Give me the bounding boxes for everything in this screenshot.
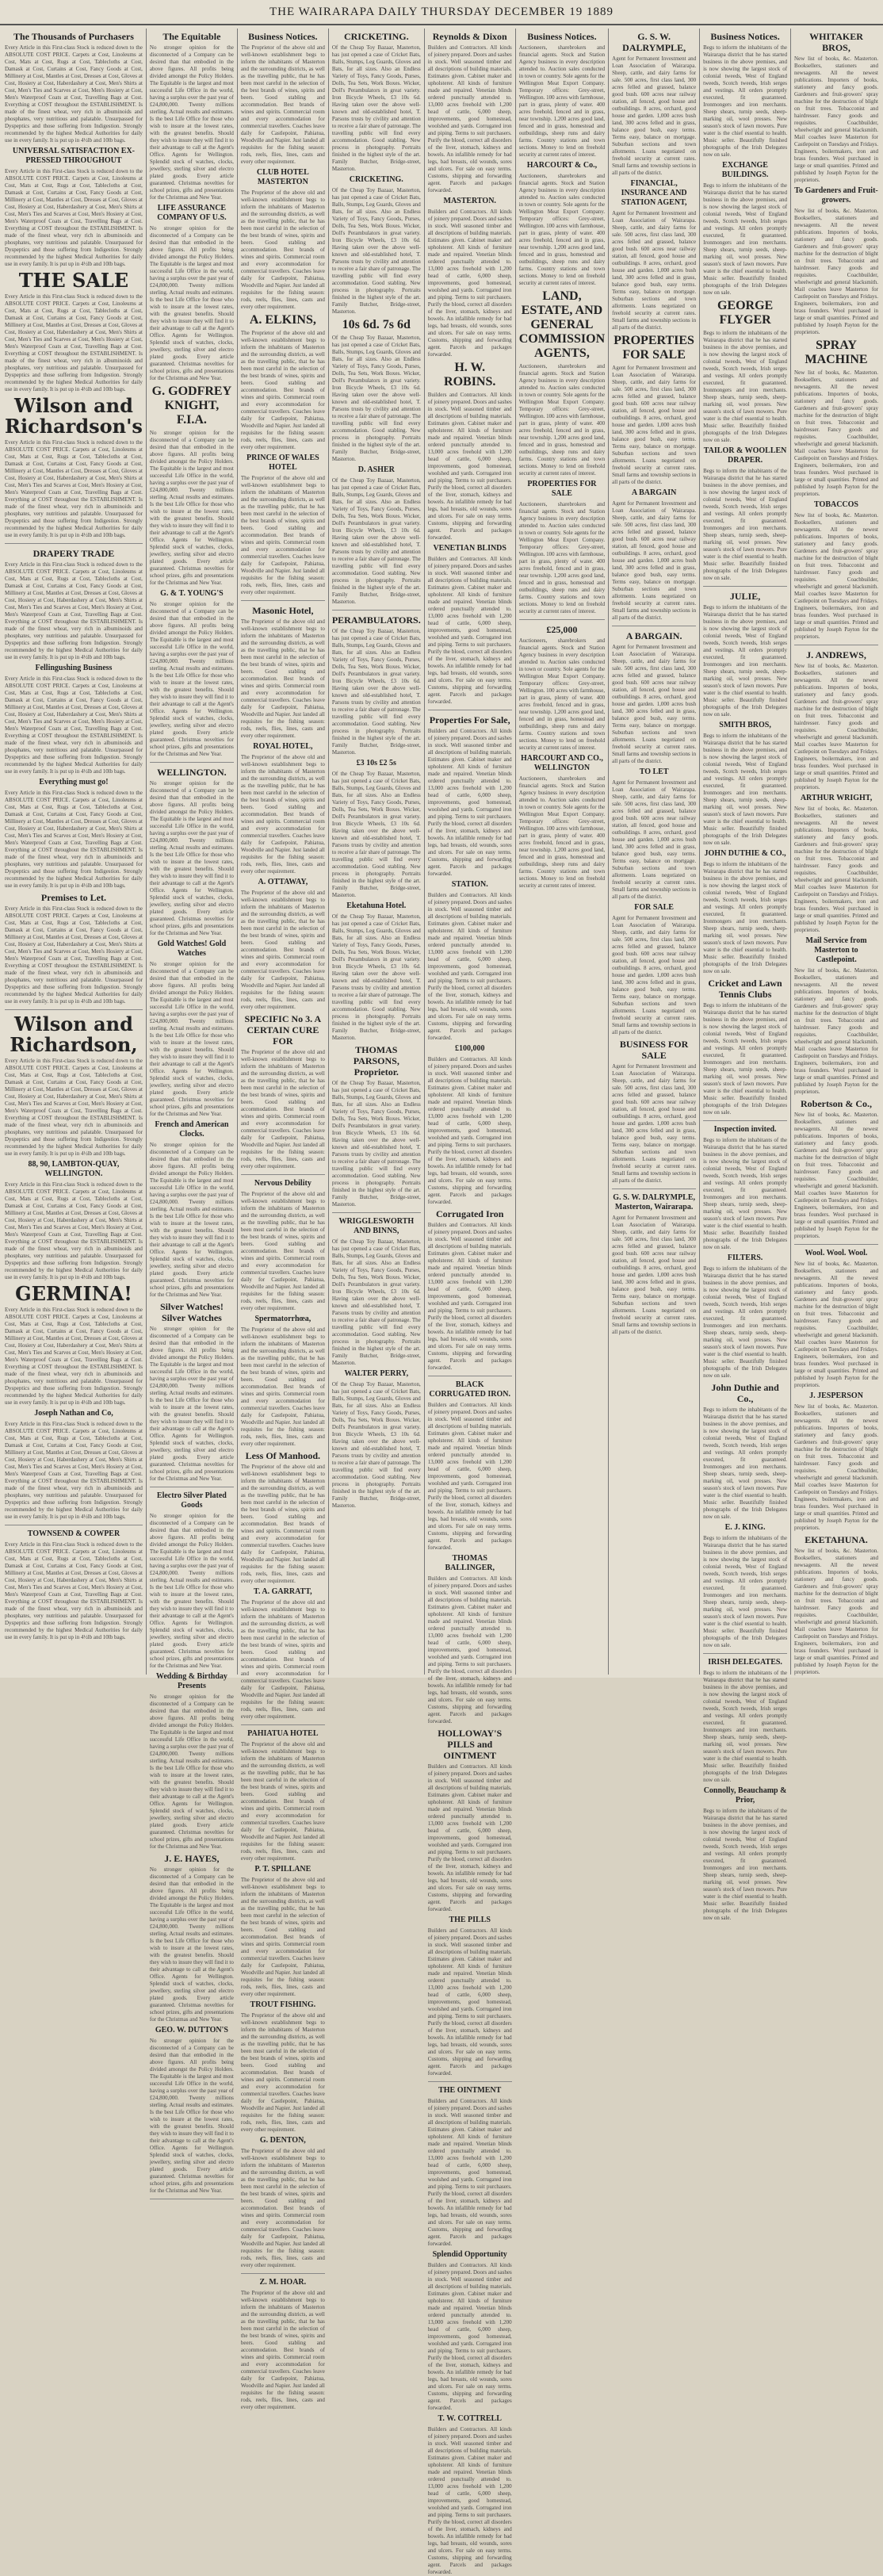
headline: WALTER PERRY, [344,1369,409,1378]
column-8 [700,29,791,1921]
advert-body: Auctioneers, sharebrokers and financial agents. Stock and Station Agency business in every description attended to. Auction sales conducted in town or country. Sole agents for the Wellington Meat Export Company. Temporary offices: Grey-street, Wellington. 100 acres with farmhouse, part in grass, plenty of water. 400 acres freehold, fenced and in grass, near township. 1,200 acres good land, fenced and in grass, homestead and outbuildings, sheep runs and dairy farms. Country stations and town sections. Money to lend on freehold security at current rates of interest. [518,775,606,889]
advert-body: Begs to inform the inhabitants of the Wairarapa district that he has started business in the above premises, and is now showing the largest stock of colonial tweeds, West of England tweeds, Scotch tweeds, Irish serges and vestings. All orders promptly executed, fit guaranteed. Ironmongers and iron merchants. Sheep shears, turnip seeds, sheep-marking oil, wool presses. New season's stock of lawn mowers. Pure water is the chief essential to health. Music seller. Beautifully finished photographs of the Irish Delegates now on sale. [703,861,788,974]
headline: G. S. W. DALRYMPLE, Masterton, Wairarapa. [613,1193,696,1211]
advert-body: New list of books, &c. Masterton. Booksellers, stationers and newsagents. All the newest publications. Importers of books, stationery and fancy goods. Gardeners and fruit-growers' spray machine for the destruction of blight on fruit trees. Tobacconist and hairdresser. Fancy goods and requisites. Coachbuilder, wheelwright and general blacksmith. Mail coaches leave Masterton for Castlepoint on Tuesdays and Fridays. Engineers, boilermakers, iron and brass founders. Wool purchased in large or small quantities. Printed and published by Joseph Payton for the proprietors. [794,1261,878,1388]
divider [428,2081,512,2082]
headline: WHITAKER BROS, [809,31,863,53]
advert-body: Builders and Contractors. All kinds of joinery prepared. Doors and sashes in stock. Well seasoned timber and all descriptions of building materials. Estimates given. Cabinet maker and upholsterer. All kinds of furniture made and repaired. Venetian blinds ordered punctually attended to. 13,000 acres freehold with 1,200 head of cattle, 6,000 sheep, improvements, good homestead, woolshed and yards. Corrugated iron and piping. Terms to suit purchasers. Purify the blood, correct all disorders of the liver, stomach, kidneys and bowels. An infallible remedy for bad legs, bad breasts, old wounds, sores and ulcers. For sale on easy terms. Customs, shipping and forwarding agent. Parcels and packages forwarded. [427,2262,512,2411]
headline: A BARGAIN. [625,630,682,641]
advert-body: New list of books, &c. Masterton. Booksellers, stationers and newsagents. All the newest publications. Importers of books, stationery and fancy goods. Gardeners and fruit-growers' spray machine for the destruction of blight on fruit trees. Tobacconist and hairdresser. Fancy goods and requisites. Coachbuilder, wheelwright and general blacksmith. Mail coaches leave Masterton for Castlepoint on Tuesdays and Fridays. Engineers, boilermakers, iron and brass founders. Wool purchased in large or small quantities. Printed and published by Joseph Payton for the proprietors. [794,1403,878,1531]
advert-body: Begs to inform the inhabitants of the Wairarapa district that he has started business in the above premises, and is now showing the largest stock of colonial tweeds, West of England tweeds, Scotch tweeds, Irish serges and vestings. All orders promptly executed, fit guaranteed. Ironmongers and iron merchants. Sheep shears, turnip seeds, sheep-marking oil, wool presses. New season's stock of lawn mowers. Pure water is the chief essential to health. Music seller. Beautifully finished photographs of the Irish Delegates now on sale. [703,44,788,158]
headline: Wedding & Birthday Presents [155,1672,227,1690]
headline: TOBACCOS [814,500,858,509]
headline: BLACK CORRUGATED IRON. [429,1380,511,1399]
headline: Fellingushing Business [35,664,113,672]
advert-body: The Proprietor of the above old and well-known establishment begs to inform the inhabitants of Masterton and the surrounding districts, as well as the travelling public, that he has been most careful in the selection of the best brands of wines, spirits and beers. Good stabling and accommodation. Best brands of wines and spirits. Commercial room and every accommodation for commercial travellers. Coaches leave daily for Castlepoint, Pahiatua, Woodville and Napier. Just landed all requisites for the fishing season: rods, reels, flies, lines, casts and every other requirement. [240,1741,325,1862]
headline: Splendid Opportunity [432,2250,507,2259]
advert-body: Every Article in this First-class Stock is reduced down to the ABSOLUTE COST PRICE. Carpets at Cost, Linoleums at Cost, Mats at Cost, Rugs at Cost, Tablecloths at Cost, Damask at Cost, Curtains at Cost, Fancy Goods at Cost, Millinery at Cost, Mantles at Cost, Dresses at Cost, Gloves at Cost, Hosiery at Cost, Haberdashery at Cost, Men's Shirts at Cost, Men's Ties and Scarves at Cost, Men's Hosiery at Cost, Men's Waterproof Coats at Cost, Travelling Bags at Cost. Everything at COST throughout the ESTABLISHMENT. Is made of the finest wheat, very rich in albuminoids and phosphates, very nutritious and palatable. Unsurpassed for Dyspeptics and those suffering from Indigestion. Strongly recommended by the highest Medical Authorities for daily use in every family. It is put up in 4½lb and 10lb bags. [5,293,143,392]
advert-body: Begs to inform the inhabitants of the Wairarapa district that he has started business in the above premises, and is now showing the largest stock of colonial tweeds, West of England tweeds, Scotch tweeds, Irish serges and vestings. All orders promptly executed, fit guaranteed. Ironmongers and iron merchants. Sheep shears, turnip seeds, sheep-marking oil, wool presses. New season's stock of lawn mowers. Pure water is the chief essential to health. Music seller. Beautifully finished photographs of the Irish Delegates now on sale. [703,1002,788,1116]
divider [241,2273,325,2274]
headline: LAND, ESTATE, AND GENERAL COMMISSION AGENTS, [518,289,606,360]
headline: E. J. KING. [724,1523,766,1532]
headline: G. DENTON, [259,2136,306,2145]
headline: John Duthie and Co., [711,1382,779,1404]
advert-body: New list of books, &c. Masterton. Booksellers, stationers and newsagents. All the newest publications. Importers of books, stationery and fancy goods. Gardeners and fruit-growers' spray machine for the destruction of blight on fruit trees. Tobacconist and hairdresser. Fancy goods and requisites. Coachbuilder, wheelwright and general blacksmith. Mail coaches leave Masterton for Castlepoint on Tuesdays and Fridays. Engineers, boilermakers, iron and brass founders. Wool purchased in large or small quantities. Printed and published by Joseph Payton for the proprietors. [794,967,878,1095]
advert-body: Begs to inform the inhabitants of the Wairarapa district that he has started business in the above premises, and is now showing the largest stock of colonial tweeds, West of England tweeds, Scotch tweeds, Irish serges and vestings. All orders promptly executed, fit guaranteed. Ironmongers and iron merchants. Sheep shears, turnip seeds, sheep-marking oil, wool presses. New season's stock of lawn mowers. Pure water is the chief essential to health. Music seller. Beautifully finished photographs of the Irish Delegates now on sale. [703,1265,788,1379]
advert-body: Auctioneers, sharebrokers and financial agents. Stock and Station Agency business in every description attended to. Auction sales conducted in town or country. Sole agents for the Wellington Meat Export Company. Temporary offices: Grey-street, Wellington. 100 acres with farmhouse, part in grass, plenty of water. 400 acres freehold, fenced and in grass, near township. 1,200 acres good land, fenced and in grass, homestead and outbuildings, sheep runs and dairy farms. Country stations and town sections. Money to lend on freehold security at current rates of interest. [518,501,606,614]
headline: IRISH DELEGATES. [708,1658,782,1667]
headline: CRICKETING. [343,31,409,42]
advert-body: Of the Cheap Toy Bazaar, Masterton, has just opened a case of Cricket Bats, Balls, Stumps, Leg Guards, Gloves and Bats, for all sizes. Also an Endless Variety of Toys, Fancy Goods, Purses, Dolls, Tea Sets, Work Boxes. Wicker, Doll's Perambulators in great variety. Iron Bicycle Wheels, £3 10s 6d. Having taken over the above well-known and old-established hotel, T. Parsons trusts by civility and attention to receive a fair share of patronage. The travelling public will find every accommodation. Good stabling. New process in photography. Portraits finished in the highest style of the art. Family Butcher, Bridge-street, Masterton. [331,335,421,462]
headline: A. ELKINS, [249,313,316,327]
advert-body: Every Article in this First-class Stock is reduced down to the ABSOLUTE COST PRICE. Carpets at Cost, Linoleums at Cost, Mats at Cost, Rugs at Cost, Tablecloths at Cost, Damask at Cost, Curtains at Cost, Fancy Goods at Cost, Millinery at Cost, Mantles at Cost, Dresses at Cost, Gloves at Cost, Hosiery at Cost, Haberdashery at Cost, Men's Shirts at Cost, Men's Ties and Scarves at Cost, Men's Hosiery at Cost, Men's Waterproof Coats at Cost, Travelling Bags at Cost. Everything at COST throughout the ESTABLISHMENT. Is made of the finest wheat, very rich in albuminoids and phosphates, very nutritious and palatable. Unsurpassed for Dyspeptics and those suffering from Indigestion. Strongly recommended by the highest Medical Authorities for daily use in every family. It is put up in 4½lb and 10lb bags. [5,676,143,775]
headline: Wilson and Richardson, [10,1012,138,1056]
headline: Eketahuna Hotel. [346,901,407,910]
advert-body: Agent for Permanent Investment and Loan Association of Wairarapa. Sheep, cattle, and dairy farms for sale. 500 acres, first class land, 300 acres felled and grassed, balance good bush. 600 acres near railway station, all fenced, good house and outbuildings. 8 acres, orchard, good house and garden. 1,000 acres bush land, 300 acres felled and in grass, balance good bush, easy terms. Terms easy, balance on mortgage. Suburban sections and town allotments. Loans negotiated on freehold security at current rates. Small farms and township sections in all parts of the district. [612,644,697,764]
advert-body: No stronger opinion for the disconnected of a Company can be desired than that embodied in the above figures. All profits being divided amongst the Policy Holders. The Equitable is the largest and most successful Life Office in the world, having a surplus over the past year of £24,800,000. Twenty millions sterling. Actual results and estimates. Is the best Life Office for those who wish to insure at the lowest rates, with the greatest benefits. Should they wish to insure they will find it to their advantage to call at the Agent's Office. Agents for Wellington. Splendid stock of watches, clocks, jewellery, sterling silver and electro plated goods. Every article guaranteed. Christmas novelties for school prizes, gifts and presentations for the Christmas and New Year. [149,2038,234,2194]
headline: To Gardeners and Fruit-growers. [794,186,878,205]
headline: Everything must go! [39,778,109,787]
headline: D. ASHER [357,465,395,474]
headline: £25,000 [546,624,578,635]
advert-body: The Proprietor of the above old and well-known establishment begs to inform the inhabitants of Masterton and the surrounding districts, as well as the travelling public, that he has been most careful in the selection of the best brands of wines, spirits and beers. Good stabling and accommodation. Best brands of wines and spirits. Commercial room and every accommodation for commercial travellers. Coaches leave daily for Castlepoint, Pahiatua, Woodville and Napier. Just landed all requisites for the fishing season: rods, reels, flies, lines, casts and every other requirement. [240,1191,325,1311]
advert-body: The Proprietor of the above old and well-known establishment begs to inform the inhabitants of Masterton and the surrounding districts, as well as the travelling public, that he has been most careful in the selection of the best brands of wines, spirits and beers. Good stabling and accommodation. Best brands of wines and spirits. Commercial room and every accommodation for commercial travellers. Coaches leave daily for Castlepoint, Pahiatua, Woodville and Napier. Just landed all requisites for the fishing season: rods, reels, flies, lines, casts and every other requirement. [240,1599,325,1720]
headline: J. ANDREWS, [806,649,866,660]
advert-body: Every Article in this First-class Stock is reduced down to the ABSOLUTE COST PRICE. Carpets at Cost, Linoleums at Cost, Mats at Cost, Rugs at Cost, Tablecloths at Cost, Damask at Cost, Curtains at Cost, Fancy Goods at Cost, Millinery at Cost, Mantles at Cost, Dresses at Cost, Gloves at Cost, Hosiery at Cost, Haberdashery at Cost, Men's Shirts at Cost, Men's Ties and Scarves at Cost, Men's Hosiery at Cost, Men's Waterproof Coats at Cost, Travelling Bags at Cost. Everything at COST throughout the ESTABLISHMENT. Is made of the finest wheat, very rich in albuminoids and phosphates, very nutritious and palatable. Unsurpassed for Dyspeptics and those suffering from Indigestion. Strongly recommended by the highest Medical Authorities for daily use in every family. It is put up in 4½lb and 10lb bags. [5,1058,143,1157]
advert-body: Begs to inform the inhabitants of the Wairarapa district that he has started business in the above premises, and is now showing the largest stock of colonial tweeds, West of England tweeds, Scotch tweeds, Irish serges and vestings. All orders promptly executed, fit guaranteed. Ironmongers and iron merchants. Sheep shears, turnip seeds, sheep-marking oil, wool presses. New season's stock of lawn mowers. Pure water is the chief essential to health. Music seller. Beautifully finished photographs of the Irish Delegates now on sale. [703,182,788,296]
advert-body: No stronger opinion for the disconnected of a Company can be desired than that embodied in the above figures. All profits being divided amongst the Policy Holders. The Equitable is the largest and most successful Life Office in the world, having a surplus over the past year of £24,800,000. Twenty millions sterling. Actual results and estimates. Is the best Life Office for those who wish to insure at the lowest rates, with the greatest benefits. Should they wish to insure they will find it to their advantage to call at the Agent's Office. Agents for Wellington. Splendid stock of watches, clocks, jewellery, sterling silver and electro plated goods. Every article guaranteed. Christmas novelties for school prizes, gifts and presentations for the Christmas and New Year. [149,44,234,201]
headline: THE SALE [18,269,129,292]
headline: TAILOR & WOOLLEN DRAPER. [703,446,787,465]
advert-body: New list of books, &c. Masterton. Booksellers, stationers and newsagents. All the newest publications. Importers of books, stationery and fancy goods. Gardeners and fruit-growers' spray machine for the destruction of blight on fruit trees. Tobacconist and hairdresser. Fancy goods and requisites. Coachbuilder, wheelwright and general blacksmith. Mail coaches leave Masterton for Castlepoint on Tuesdays and Fridays. Engineers, boilermakers, iron and brass founders. Wool purchased in large or small quantities. Printed and published by Joseph Payton for the proprietors. [794,806,878,933]
advert-body: Agent for Permanent Investment and Loan Association of Wairarapa. Sheep, cattle, and dairy farms for sale. 500 acres, first class land, 300 acres felled and grassed, balance good bush. 600 acres near railway station, all fenced, good house and outbuildings. 8 acres, orchard, good house and garden. 1,000 acres bush land, 300 acres felled and in grass, balance good bush, easy terms. Terms easy, balance on mortgage. Suburban sections and town allotments. Loans negotiated on freehold security at current rates. Small farms and township sections in all parts of the district. [612,1063,697,1184]
headline: SMITH BROS, [719,721,771,729]
headline: GEO. W. DUTTON'S [155,2026,228,2034]
advert-body: The Proprietor of the above old and well-known establishment begs to inform the inhabitants of Masterton and the surrounding districts, as well as the travelling public, that he has been most careful in the selection of the best brands of wines, spirits and beers. Good stabling and accommodation. Best brands of wines and spirits. Commercial room and every accommodation for commercial travellers. Coaches leave daily for Castlepoint, Pahiatua, Woodville and Napier. Just landed all requisites for the fishing season: rods, reels, flies, lines, casts and every other requirement. [240,1326,325,1447]
advert-body: Builders and Contractors. All kinds of joinery prepared. Doors and sashes in stock. Well seasoned timber and all descriptions of building materials. Estimates given. Cabinet maker and upholsterer. All kinds of furniture made and repaired. Venetian blinds ordered punctually attended to. 13,000 acres freehold with 1,200 head of cattle, 6,000 sheep, improvements, good homestead, woolshed and yards. Corrugated iron and piping. Terms to suit purchasers. Purify the blood, correct all disorders of the liver, stomach, kidneys and bowels. An infallible remedy for bad legs, bad breasts, old wounds, sores and ulcers. For sale on easy terms. Customs, shipping and forwarding agent. Parcels and packages forwarded. [427,44,512,193]
headline: HOLLOWAY'S PILLS and OINTMENT [438,1728,503,1761]
headline: Masonic Hotel, [252,605,314,616]
advert-body: Every Article in this First-class Stock is reduced down to the ABSOLUTE COST PRICE. Carpets at Cost, Linoleums at Cost, Mats at Cost, Rugs at Cost, Tablecloths at Cost, Damask at Cost, Curtains at Cost, Fancy Goods at Cost, Millinery at Cost, Mantles at Cost, Dresses at Cost, Gloves at Cost, Hosiery at Cost, Haberdashery at Cost, Men's Shirts at Cost, Men's Ties and Scarves at Cost, Men's Hosiery at Cost, Men's Waterproof Coats at Cost, Travelling Bags at Cost. Everything at COST throughout the ESTABLISHMENT. Is made of the finest wheat, very rich in albuminoids and phosphates, very nutritious and palatable. Unsurpassed for Dyspeptics and those suffering from Indigestion. Strongly recommended by the highest Medical Authorities for daily use in every family. It is put up in 4½lb and 10lb bags. [5,1541,143,1640]
advert-body: Of the Cheap Toy Bazaar, Masterton, has just opened a case of Cricket Bats, Balls, Stumps, Leg Guards, Gloves and Bats, for all sizes. Also an Endless Variety of Toys, Fancy Goods, Purses, Dolls, Tea Sets, Work Boxes. Wicker, Doll's Perambulators in great variety. Iron Bicycle Wheels, £3 10s 6d. Having taken over the above well-known and old-established hotel, T. Parsons trusts by civility and attention to receive a fair share of patronage. The travelling public will find every accommodation. Good stabling. New process in photography. Portraits finished in the highest style of the art. Family Butcher, Bridge-street, Masterton. [331,1080,421,1208]
divider [332,610,421,611]
advert-body: Auctioneers, sharebrokers and financial agents. Stock and Station Agency business in every description attended to. Auction sales conducted in town or country. Sole agents for the Wellington Meat Export Company. Temporary offices: Grey-street, Wellington. 100 acres with farmhouse, part in grass, plenty of water. 400 acres freehold, fenced and in grass, near township. 1,200 acres good land, fenced and in grass, homestead and outbuildings, sheep runs and dairy farms. Country stations and town sections. Money to lend on freehold security at current rates of interest. [518,44,606,158]
divider [794,1244,878,1245]
divider [150,762,234,763]
advert-body: Agent for Permanent Investment and Loan Association of Wairarapa. Sheep, cattle, and dairy farms for sale. 500 acres, first class land, 300 acres felled and grassed, balance good bush. 600 acres near railway station, all fenced, good house and outbuildings. 8 acres, orchard, good house and garden. 1,000 acres bush land, 300 acres felled and in grass, balance good bush, easy terms. Terms easy, balance on mortgage. Suburban sections and town allotments. Loans negotiated on freehold security at current rates. Small farms and township sections in all parts of the district. [612,210,697,331]
column-6 [516,29,609,1675]
advert-body: Builders and Contractors. All kinds of joinery prepared. Doors and sashes in stock. Well seasoned timber and all descriptions of building materials. Estimates given. Cabinet maker and upholsterer. All kinds of furniture made and repaired. Venetian blinds ordered punctually attended to. 13,000 acres freehold with 1,200 head of cattle, 6,000 sheep, improvements, good homestead, woolshed and yards. Corrugated iron and piping. Terms to suit purchasers. Purify the blood, correct all disorders of the liver, stomach, kidneys and bowels. An infallible remedy for bad legs, bad breasts, old wounds, sores and ulcers. For sale on easy terms. Customs, shipping and forwarding agent. Parcels and packages forwarded. [427,1575,512,1724]
column-2 [147,29,238,2194]
advert-body: Agent for Permanent Investment and Loan Association of Wairarapa. Sheep, cattle, and dairy farms for sale. 500 acres, first class land, 300 acres felled and grassed, balance good bush. 600 acres near railway station, all fenced, good house and outbuildings. 8 acres, orchard, good house and garden. 1,000 acres bush land, 300 acres felled and in grass, balance good bush, easy terms. Terms easy, balance on mortgage. Suburban sections and town allotments. Loans negotiated on freehold security at current rates. Small farms and township sections in all parts of the district. [612,779,697,900]
advert-body: Every Article in this First-class Stock is reduced down to the ABSOLUTE COST PRICE. Carpets at Cost, Linoleums at Cost, Mats at Cost, Rugs at Cost, Tablecloths at Cost, Damask at Cost, Curtains at Cost, Fancy Goods at Cost, Millinery at Cost, Mantles at Cost, Dresses at Cost, Gloves at Cost, Hosiery at Cost, Haberdashery at Cost, Men's Shirts at Cost, Men's Ties and Scarves at Cost, Men's Hosiery at Cost, Men's Waterproof Coats at Cost, Travelling Bags at Cost. Everything at COST throughout the ESTABLISHMENT. Is made of the finest wheat, very rich in albuminoids and phosphates, very nutritious and palatable. Unsurpassed for Dyspeptics and those suffering from Indigestion. Strongly recommended by the highest Medical Authorities for daily use in every family. It is put up in 4½lb and 10lb bags. [5,168,143,267]
headline: G. & T. YOUNG'S [160,589,224,598]
advert-body: The Proprietor of the above old and well-known establishment begs to inform the inhabitants of Masterton and the surrounding districts, as well as the travelling public, that he has been most careful in the selection of the best brands of wines, spirits and beers. Good stabling and accommodation. Best brands of wines and spirits. Commercial room and every accommodation for commercial travellers. Coaches leave daily for Castlepoint, Pahiatua, Woodville and Napier. Just landed all requisites for the fishing season: rods, reels, flies, lines, casts and every other requirement. [240,189,325,310]
advert-body: Builders and Contractors. All kinds of joinery prepared. Doors and sashes in stock. Well seasoned timber and all descriptions of building materials. Estimates given. Cabinet maker and upholsterer. All kinds of furniture made and repaired. Venetian blinds ordered punctually attended to. 13,000 acres freehold with 1,200 head of cattle, 6,000 sheep, improvements, good homestead, woolshed and yards. Corrugated iron and piping. Terms to suit purchasers. Purify the blood, correct all disorders of the liver, stomach, kidneys and bowels. An infallible remedy for bad legs, bad breasts, old wounds, sores and ulcers. For sale on easy terms. Customs, shipping and forwarding agent. Parcels and packages forwarded. [427,1402,512,1551]
headline: G. S. W. DALRYMPLE, [622,31,686,53]
headline: Properties For Sale, [429,714,510,725]
headline: Robertson & Co., [801,1098,873,1109]
advert-body: No stronger opinion for the disconnected of a Company can be desired than that embodied in the above figures. All profits being divided amongst the Policy Holders. The Equitable is the largest and most successful Life Office in the world, having a surplus over the past year of £24,800,000. Twenty millions sterling. Actual results and estimates. Is the best Life Office for those who wish to insure at the lowest rates, with the greatest benefits. Should they wish to insure they will find it to their advantage to call at the Agent's Office. Agents for Wellington. Splendid stock of watches, clocks, jewellery, sterling silver and electro plated goods. Every article guaranteed. Christmas novelties for school prizes, gifts and presentations for the Christmas and New Year. [149,1866,234,2023]
headline: MASTERTON. [443,197,496,205]
advert-body: Of the Cheap Toy Bazaar, Masterton, has just opened a case of Cricket Bats, Balls, Stumps, Leg Guards, Gloves and Bats, for all sizes. Also an Endless Variety of Toys, Fancy Goods, Purses, Dolls, Tea Sets, Work Boxes. Wicker, Doll's Perambulators in great variety. Iron Bicycle Wheels, £3 10s 6d. Having taken over the above well-known and old-established hotel, T. Parsons trusts by civility and attention to receive a fair share of patronage. The travelling public will find every accommodation. Good stabling. New process in photography. Portraits finished in the highest style of the art. Family Butcher, Bridge-street, Masterton. [331,771,421,898]
headline: PAHIATUA HOTEL [247,1729,319,1738]
headline: Joseph Nathan and Co, [34,1409,113,1418]
advert-body: New list of books, &c. Masterton. Booksellers, stationers and newsagents. All the newest publications. Importers of books, stationery and fancy goods. Gardeners and fruit-growers' spray machine for the destruction of blight on fruit trees. Tobacconist and hairdresser. Fancy goods and requisites. Coachbuilder, wheelwright and general blacksmith. Mail coaches leave Masterton for Castlepoint on Tuesdays and Fridays. Engineers, boilermakers, iron and brass founders. Wool purchased in large or small quantities. Printed and published by Joseph Payton for the proprietors. [794,1548,878,1675]
divider [519,619,605,620]
masthead: THE WAIRARAPA DAILY THURSDAY DECEMBER 19 1889 [0,0,883,25]
headline: TO LET [639,767,669,776]
headline: Connolly, Beauchamp & Prior, [703,1786,787,1805]
headline: JOHN DUTHIE & CO., [704,849,786,858]
advert-body: Begs to inform the inhabitants of the Wairarapa district that he has started business in the above premises, and is now showing the largest stock of colonial tweeds, West of England tweeds, Scotch tweeds, Irish serges and vestings. All orders promptly executed, fit guaranteed. Ironmongers and iron merchants. Sheep shears, turnip seeds, sheep-marking oil, wool presses. New season's stock of lawn mowers. Pure water is the chief essential to health. Music seller. Beautifully finished photographs of the Irish Delegates now on sale. [703,1808,788,1921]
headline: P. T. SPILLANE [254,1865,312,1874]
advert-body: Builders and Contractors. All kinds of joinery prepared. Doors and sashes in stock. Well seasoned timber and all descriptions of building materials. Estimates given. Cabinet maker and upholsterer. All kinds of furniture made and repaired. Venetian blinds ordered punctually attended to. 13,000 acres freehold with 1,200 head of cattle, 6,000 sheep, improvements, good homestead, woolshed and yards. Corrugated iron and piping. Terms to suit purchasers. Purify the blood, correct all disorders of the liver, stomach, kidneys and bowels. An infallible remedy for bad legs, bad breasts, old wounds, sores and ulcers. For sale on easy terms. Customs, shipping and forwarding agent. Parcels and packages forwarded. [427,2098,512,2247]
advert-body: Auctioneers, sharebrokers and financial agents. Stock and Station Agency business in every description attended to. Auction sales conducted in town or country. Sole agents for the Wellington Meat Export Company. Temporary offices: Grey-street, Wellington. 100 acres with farmhouse, part in grass, plenty of water. 400 acres freehold, fenced and in grass, near township. 1,200 acres good land, fenced and in grass, homestead and outbuildings, sheep runs and dairy farms. Country stations and town sections. Money to lend on freehold security at current rates of interest. [518,173,606,286]
headline: CRICKETING. [349,175,403,184]
headline: FILTERS. [727,1254,763,1262]
advert-body: Agent for Permanent Investment and Loan Association of Wairarapa. Sheep, cattle, and dairy farms for sale. 500 acres, first class land, 300 acres felled and grassed, balance good bush. 600 acres near railway station, all fenced, good house and outbuildings. 8 acres, orchard, good house and garden. 1,000 acres bush land, 300 acres felled and in grass, balance good bush, easy terms. Terms easy, balance on mortgage. Suburban sections and town allotments. Loans negotiated on freehold security at current rates. Small farms and township sections in all parts of the district. [612,1215,697,1335]
advert-body: The Proprietor of the above old and well-known establishment begs to inform the inhabitants of Masterton and the surrounding districts, as well as the travelling public, that he has been most careful in the selection of the best brands of wines, spirits and beers. Good stabling and accommodation. Best brands of wines and spirits. Commercial room and every accommodation for commercial travellers. Coaches leave daily for Castlepoint, Pahiatua, Woodville and Napier. Just landed all requisites for the fishing season: rods, reels, flies, lines, casts and every other requirement. [240,2012,325,2133]
headline: Reynolds & Dixon [432,31,507,42]
advert-body: New list of books, &c. Masterton. Booksellers, stationers and newsagents. All the newest publications. Importers of books, stationery and fancy goods. Gardeners and fruit-growers' spray machine for the destruction of blight on fruit trees. Tobacconist and hairdresser. Fancy goods and requisites. Coachbuilder, wheelwright and general blacksmith. Mail coaches leave Masterton for Castlepoint on Tuesdays and Fridays. Engineers, boilermakers, iron and brass founders. Wool purchased in large or small quantities. Printed and published by Joseph Payton for the proprietors. [794,369,878,497]
advert-body: Builders and Contractors. All kinds of joinery prepared. Doors and sashes in stock. Well seasoned timber and all descriptions of building materials. Estimates given. Cabinet maker and upholsterer. All kinds of furniture made and repaired. Venetian blinds ordered punctually attended to. 13,000 acres freehold with 1,200 head of cattle, 6,000 sheep, improvements, good homestead, woolshed and yards. Corrugated iron and piping. Terms to suit purchasers. Purify the blood, correct all disorders of the liver, stomach, kidneys and bowels. An infallible remedy for bad legs, bad breasts, old wounds, sores and ulcers. For sale on easy terms. Customs, shipping and forwarding agent. Parcels and packages forwarded. [427,1763,512,1912]
headline: THOMAS PARSONS, Proprietor. [353,1044,399,1077]
advert-body: Begs to inform the inhabitants of the Wairarapa district that he has started business in the above premises, and is now showing the largest stock of colonial tweeds, West of England tweeds, Scotch tweeds, Irish serges and vestings. All orders promptly executed, fit guaranteed. Ironmongers and iron merchants. Sheep shears, turnip seeds, sheep-marking oil, wool presses. New season's stock of lawn mowers. Pure water is the chief essential to health. Music seller. Beautifully finished photographs of the Irish Delegates now on sale. [703,604,788,718]
advert-body: Begs to inform the inhabitants of the Wairarapa district that he has started business in the above premises, and is now showing the largest stock of colonial tweeds, West of England tweeds, Scotch tweeds, Irish serges and vestings. All orders promptly executed, fit guaranteed. Ironmongers and iron merchants. Sheep shears, turnip seeds, sheep-marking oil, wool presses. New season's stock of lawn mowers. Pure water is the chief essential to health. Music seller. Beautifully finished photographs of the Irish Delegates now on sale. [703,1137,788,1250]
advert-body: Of the Cheap Toy Bazaar, Masterton, has just opened a case of Cricket Bats, Balls, Stumps, Leg Guards, Gloves and Bats, for all sizes. Also an Endless Variety of Toys, Fancy Goods, Purses, Dolls, Tea Sets, Work Boxes. Wicker, Doll's Perambulators in great variety. Iron Bicycle Wheels, £3 10s 6d. Having taken over the above well-known and old-established hotel, T. Parsons trusts by civility and attention to receive a fair share of patronage. The travelling public will find every accommodation. Good stabling. New process in photography. Portraits finished in the highest style of the art. Family Butcher, Bridge-street, Masterton. [331,477,421,605]
headline: WELLINGTON. [157,767,227,778]
advert-body: Every Article in this First-class Stock is reduced down to the ABSOLUTE COST PRICE. Carpets at Cost, Linoleums at Cost, Mats at Cost, Rugs at Cost, Tablecloths at Cost, Damask at Cost, Curtains at Cost, Fancy Goods at Cost, Millinery at Cost, Mantles at Cost, Dresses at Cost, Gloves at Cost, Hosiery at Cost, Haberdashery at Cost, Men's Shirts at Cost, Men's Ties and Scarves at Cost, Men's Hosiery at Cost, Men's Waterproof Coats at Cost, Travelling Bags at Cost. Everything at COST throughout the ESTABLISHMENT. Is made of the finest wheat, very rich in albuminoids and phosphates, very nutritious and palatable. Unsurpassed for Dyspeptics and those suffering from Indigestion. Strongly recommended by the highest Medical Authorities for daily use in every family. It is put up in 4½lb and 10lb bags. [5,1421,143,1520]
advert-body: Agent for Permanent Investment and Loan Association of Wairarapa. Sheep, cattle, and dairy farms for sale. 500 acres, first class land, 300 acres felled and grassed, balance good bush. 600 acres near railway station, all fenced, good house and outbuildings. 8 acres, orchard, good house and garden. 1,000 acres bush land, 300 acres felled and in grass, balance good bush, easy terms. Terms easy, balance on mortgage. Suburban sections and town allotments. Loans negotiated on freehold security at current rates. Small farms and township sections in all parts of the district. [612,365,697,485]
headline: TOWNSEND & COWPER [27,1529,120,1538]
headline: T. W. COTTRELL [438,2414,502,2423]
advert-body: Of the Cheap Toy Bazaar, Masterton, has just opened a case of Cricket Bats, Balls, Stumps, Leg Guards, Gloves and Bats, for all sizes. Also an Endless Variety of Toys, Fancy Goods, Purses, Dolls, Tea Sets, Work Boxes. Wicker, Doll's Perambulators in great variety. Iron Bicycle Wheels, £3 10s 6d. Having taken over the above well-known and old-established hotel, T. Parsons trusts by civility and attention to receive a fair share of patronage. The travelling public will find every accommodation. Good stabling. New process in photography. Portraits finished in the highest style of the art. Family Butcher, Bridge-street, Masterton. [331,913,421,1041]
advert-body: No stronger opinion for the disconnected of a Company can be desired than that embodied in the above figures. All profits being divided amongst the Policy Holders. The Equitable is the largest and most successful Life Office in the world, having a surplus over the past year of £24,800,000. Twenty millions sterling. Actual results and estimates. Is the best Life Office for those who wish to insure at the lowest rates, with the greatest benefits. Should they wish to insure they will find it to their advantage to call at the Agent's Office. Agents for Wellington. Splendid stock of watches, clocks, jewellery, sterling silver and electro plated goods. Every article guaranteed. Christmas novelties for school prizes, gifts and presentations for the Christmas and New Year. [149,1326,234,1482]
headline: J. JESPERSON [809,1391,863,1400]
headline: JULIE, [729,591,761,602]
divider [703,1653,787,1654]
headline: A. OTTAWAY, [258,878,308,886]
advert-body: Every Article in this First-class Stock is reduced down to the ABSOLUTE COST PRICE. Carpets at Cost, Linoleums at Cost, Mats at Cost, Rugs at Cost, Tablecloths at Cost, Damask at Cost, Curtains at Cost, Fancy Goods at Cost, Millinery at Cost, Mantles at Cost, Dresses at Cost, Gloves at Cost, Hosiery at Cost, Haberdashery at Cost, Men's Shirts at Cost, Men's Ties and Scarves at Cost, Men's Hosiery at Cost, Men's Waterproof Coats at Cost, Travelling Bags at Cost. Everything at COST throughout the ESTABLISHMENT. Is made of the finest wheat, very rich in albuminoids and phosphates, very nutritious and palatable. Unsurpassed for Dyspeptics and those suffering from Indigestion. Strongly recommended by the highest Medical Authorities for daily use in every family. It is put up in 4½lb and 10lb bags. [5,1307,143,1406]
advert-body: No stronger opinion for the disconnected of a Company can be desired than that embodied in the above figures. All profits being divided amongst the Policy Holders. The Equitable is the largest and most successful Life Office in the world, having a surplus over the past year of £24,800,000. Twenty millions sterling. Actual results and estimates. Is the best Life Office for those who wish to insure at the lowest rates, with the greatest benefits. Should they wish to insure they will find it to their advantage to call at the Agent's Office. Agents for Wellington. Splendid stock of watches, clocks, jewellery, sterling silver and electro plated goods. Every article guaranteed. Christmas novelties for school prizes, gifts and presentations for the Christmas and New Year. [149,961,234,1117]
advert-body: Of the Cheap Toy Bazaar, Masterton, has just opened a case of Cricket Bats, Balls, Stumps, Leg Guards, Gloves and Bats, for all sizes. Also an Endless Variety of Toys, Fancy Goods, Purses, Dolls, Tea Sets, Work Boxes. Wicker, Doll's Perambulators in great variety. Iron Bicycle Wheels, £3 10s 6d. Having taken over the above well-known and old-established hotel, T. Parsons trusts by civility and attention to receive a fair share of patronage. The travelling public will find every accommodation. Good stabling. New process in photography. Portraits finished in the highest style of the art. Family Butcher, Bridge-street, Masterton. [331,628,421,756]
headline: LIFE ASSURANCE COMPANY OF U.S. [157,204,227,222]
headline: Premises to Let. [40,892,106,903]
advert-body: Begs to inform the inhabitants of the Wairarapa district that he has started business in the above premises, and is now showing the largest stock of colonial tweeds, West of England tweeds, Scotch tweeds, Irish serges and vestings. All orders promptly executed, fit guaranteed. Ironmongers and iron merchants. Sheep shears, turnip seeds, sheep-marking oil, wool presses. New season's stock of lawn mowers. Pure water is the chief essential to health. Music seller. Beautifully finished photographs of the Irish Delegates now on sale. [703,1407,788,1520]
column-4 [329,29,425,1675]
advert-body: The Proprietor of the above old and well-known establishment begs to inform the inhabitants of Masterton and the surrounding districts, as well as the travelling public, that he has been most careful in the selection of the best brands of wines, spirits and beers. Good stabling and accommodation. Best brands of wines and spirits. Commercial room and every accommodation for commercial travellers. Coaches leave daily for Castlepoint, Pahiatua, Woodville and Napier. Just landed all requisites for the fishing season: rods, reels, flies, lines, casts and every other requirement. [240,475,325,595]
headline: BUSINESS FOR SALE [619,1039,689,1061]
advert-body: Begs to inform the inhabitants of the Wairarapa district that he has started business in the above premises, and is now showing the largest stock of colonial tweeds, West of England tweeds, Scotch tweeds, Irish serges and vestings. All orders promptly executed, fit guaranteed. Ironmongers and iron merchants. Sheep shears, turnip seeds, sheep-marking oil, wool presses. New season's stock of lawn mowers. Pure water is the chief essential to health. Music seller. Beautifully finished photographs of the Irish Delegates now on sale. [703,330,788,443]
headline: T. A. GARRATT, [254,1587,312,1596]
headline: Corrugated Iron [435,1208,504,1219]
headline: Z. M. HOAR. [259,2278,307,2287]
divider [241,600,325,601]
headline: THE PILLS [449,1916,491,1924]
headline: Inspection invited. [713,1125,777,1134]
advert-body: Builders and Contractors. All kinds of joinery prepared. Doors and sashes in stock. Well seasoned timber and all descriptions of building materials. Estimates given. Cabinet maker and upholsterer. All kinds of furniture made and repaired. Venetian blinds ordered punctually attended to. 13,000 acres freehold with 1,200 head of cattle, 6,000 sheep, improvements, good homestead, woolshed and yards. Corrugated iron and piping. Terms to suit purchasers. Purify the blood, correct all disorders of the liver, stomach, kidneys and bowels. An infallible remedy for bad legs, bad breasts, old wounds, sores and ulcers. For sale on easy terms. Customs, shipping and forwarding agent. Parcels and packages forwarded. [427,728,512,877]
advert-body: New list of books, &c. Masterton. Booksellers, stationers and newsagents. All the newest publications. Importers of books, stationery and fancy goods. Gardeners and fruit-growers' spray machine for the destruction of blight on fruit trees. Tobacconist and hairdresser. Fancy goods and requisites. Coachbuilder, wheelwright and general blacksmith. Mail coaches leave Masterton for Castlepoint on Tuesdays and Fridays. Engineers, boilermakers, iron and brass founders. Wool purchased in large or small quantities. Printed and published by Joseph Payton for the proprietors. [794,512,878,640]
advert-body: The Proprietor of the above old and well-known establishment begs to inform the inhabitants of Masterton and the surrounding districts, as well as the travelling public, that he has been most careful in the selection of the best brands of wines, spirits and beers. Good stabling and accommodation. Best brands of wines and spirits. Commercial room and every accommodation for commercial travellers. Coaches leave daily for Castlepoint, Pahiatua, Woodville and Napier. Just landed all requisites for the fishing season: rods, reels, flies, lines, casts and every other requirement. [240,1877,325,1997]
advert-body: New list of books, &c. Masterton. Booksellers, stationers and newsagents. All the newest publications. Importers of books, stationery and fancy goods. Gardeners and fruit-growers' spray machine for the destruction of blight on fruit trees. Tobacconist and hairdresser. Fancy goods and requisites. Coachbuilder, wheelwright and general blacksmith. Mail coaches leave Masterton for Castlepoint on Tuesdays and Fridays. Engineers, boilermakers, iron and brass founders. Wool purchased in large or small quantities. Printed and published by Joseph Payton for the proprietors. [794,1112,878,1239]
headline: A BARGAIN [631,488,677,497]
headline: £100,000 [454,1044,485,1053]
headline: THE OINTMENT [438,2086,502,2095]
advert-body: Builders and Contractors. All kinds of joinery prepared. Doors and sashes in stock. Well seasoned timber and all descriptions of building materials. Estimates given. Cabinet maker and upholsterer. All kinds of furniture made and repaired. Venetian blinds ordered punctually attended to. 13,000 acres freehold with 1,200 head of cattle, 6,000 sheep, improvements, good homestead, woolshed and yards. Corrugated iron and piping. Terms to suit purchasers. Purify the blood, correct all disorders of the liver, stomach, kidneys and bowels. An infallible remedy for bad legs, bad breasts, old wounds, sores and ulcers. For sale on easy terms. Customs, shipping and forwarding agent. Parcels and packages forwarded. [427,1222,512,1371]
headline: Spermatorrhœa, [254,1315,312,1323]
advert-body: Of the Cheap Toy Bazaar, Masterton, has just opened a case of Cricket Bats, Balls, Stumps, Leg Guards, Gloves and Bats, for all sizes. Also an Endless Variety of Toys, Fancy Goods, Purses, Dolls, Tea Sets, Work Boxes. Wicker, Doll's Perambulators in great variety. Iron Bicycle Wheels, £3 10s 6d. Having taken over the above well-known and old-established hotel, T. Parsons trusts by civility and attention to receive a fair share of patronage. The travelling public will find every accommodation. Good stabling. New process in photography. Portraits finished in the highest style of the art. Family Butcher, Bridge-street, Masterton. [331,1381,421,1509]
advert-body: Of the Cheap Toy Bazaar, Masterton, has just opened a case of Cricket Bats, Balls, Stumps, Leg Guards, Gloves and Bats, for all sizes. Also an Endless Variety of Toys, Fancy Goods, Purses, Dolls, Tea Sets, Work Boxes. Wicker, Doll's Perambulators in great variety. Iron Bicycle Wheels, £3 10s 6d. Having taken over the above well-known and old-established hotel, T. Parsons trusts by civility and attention to receive a fair share of patronage. The travelling public will find every accommodation. Good stabling. New process in photography. Portraits finished in the highest style of the art. Family Butcher, Bridge-street, Masterton. [331,44,421,172]
headline: CLUB HOTEL MASTERTON [256,168,309,186]
advert-body: The Proprietor of the above old and well-known establishment begs to inform the inhabitants of Masterton and the surrounding districts, as well as the travelling public, that he has been most careful in the selection of the best brands of wines, spirits and beers. Good stabling and accommodation. Best brands of wines and spirits. Commercial room and every accommodation for commercial travellers. Coaches leave daily for Castlepoint, Pahiatua, Woodville and Napier. Just landed all requisites for the fishing season: rods, reels, flies, lines, casts and every other requirement. [240,2148,325,2268]
advert-body: Builders and Contractors. All kinds of joinery prepared. Doors and sashes in stock. Well seasoned timber and all descriptions of building materials. Estimates given. Cabinet maker and upholsterer. All kinds of furniture made and repaired. Venetian blinds ordered punctually attended to. 13,000 acres freehold with 1,200 head of cattle, 6,000 sheep, improvements, good homestead, woolshed and yards. Corrugated iron and piping. Terms to suit purchasers. Purify the blood, correct all disorders of the liver, stomach, kidneys and bowels. An infallible remedy for bad legs, bad breasts, old wounds, sores and ulcers. For sale on easy terms. Customs, shipping and forwarding agent. Parcels and packages forwarded. [427,556,512,705]
advert-body: Every Article in this First-class Stock is reduced down to the ABSOLUTE COST PRICE. Carpets at Cost, Linoleums at Cost, Mats at Cost, Rugs at Cost, Tablecloths at Cost, Damask at Cost, Curtains at Cost, Fancy Goods at Cost, Millinery at Cost, Mantles at Cost, Dresses at Cost, Gloves at Cost, Hosiery at Cost, Haberdashery at Cost, Men's Shirts at Cost, Men's Ties and Scarves at Cost, Men's Hosiery at Cost, Men's Waterproof Coats at Cost, Travelling Bags at Cost. Everything at COST throughout the ESTABLISHMENT. Is made of the finest wheat, very rich in albuminoids and phosphates, very nutritious and palatable. Unsurpassed for Dyspeptics and those suffering from Indigestion. Strongly recommended by the highest Medical Authorities for daily use in every family. It is put up in 4½lb and 10lb bags. [5,1181,143,1280]
advert-body: Auctioneers, sharebrokers and financial agents. Stock and Station Agency business in every description attended to. Auction sales conducted in town or country. Sole agents for the Wellington Meat Export Company. Temporary offices: Grey-street, Wellington. 100 acres with farmhouse, part in grass, plenty of water. 400 acres freehold, fenced and in grass, near township. 1,200 acres good land, fenced and in grass, homestead and outbuildings, sheep runs and dairy farms. Country stations and town sections. Money to lend on freehold security at current rates of interest. [518,363,606,477]
headline: Mail Service from Masterton to Castlepoint. [805,936,867,964]
headline: EXCHANGE BUILDINGS. [721,161,769,179]
advert-body: No stronger opinion for the disconnected of a Company can be desired than that embodied in the above figures. All profits being divided amongst the Policy Holders. The Equitable is the largest and most successful Life Office in the world, having a surplus over the past year of £24,800,000. Twenty millions sterling. Actual results and estimates. Is the best Life Office for those who wish to insure at the lowest rates, with the greatest benefits. Should they wish to insure they will find it to their advantage to call at the Agent's Office. Agents for Wellington. Splendid stock of watches, clocks, jewellery, sterling silver and electro plated goods. Every article guaranteed. Christmas novelties for school prizes, gifts and presentations for the Christmas and New Year. [149,1142,234,1298]
headline: J. E. HAYES, [164,1853,220,1864]
headline: STATION. [451,880,488,889]
advert-body: No stronger opinion for the disconnected of a Company can be desired than that embodied in the above figures. All profits being divided amongst the Policy Holders. The Equitable is the largest and most successful Life Office in the world, having a surplus over the past year of £24,800,000. Twenty millions sterling. Actual results and estimates. Is the best Life Office for those who wish to insure at the lowest rates, with the greatest benefits. Should they wish to insure they will find it to their advantage to call at the Agent's Office. Agents for Wellington. Splendid stock of watches, clocks, jewellery, sterling silver and electro plated goods. Every article guaranteed. Christmas novelties for school prizes, gifts and presentations for the Christmas and New Year. [149,1513,234,1669]
advert-body: Every Article in this First-class Stock is reduced down to the ABSOLUTE COST PRICE. Carpets at Cost, Linoleums at Cost, Mats at Cost, Rugs at Cost, Tablecloths at Cost, Damask at Cost, Curtains at Cost, Fancy Goods at Cost, Millinery at Cost, Mantles at Cost, Dresses at Cost, Gloves at Cost, Hosiery at Cost, Haberdashery at Cost, Men's Shirts at Cost, Men's Ties and Scarves at Cost, Men's Hosiery at Cost, Men's Waterproof Coats at Cost, Travelling Bags at Cost. Everything at COST throughout the ESTABLISHMENT. Is made of the finest wheat, very rich in albuminoids and phosphates, very nutritious and palatable. Unsurpassed for Dyspeptics and those suffering from Indigestion. Strongly recommended by the highest Medical Authorities for daily use in every family. It is put up in 4½lb and 10lb bags. [5,790,143,889]
headline: WRIGGLESWORTH AND BINNS, [338,1217,415,1235]
advert-body: Of the Cheap Toy Bazaar, Masterton, has just opened a case of Cricket Bats, Balls, Stumps, Leg Guards, Gloves and Bats, for all sizes. Also an Endless Variety of Toys, Fancy Goods, Purses, Dolls, Tea Sets, Work Boxes. Wicker, Doll's Perambulators in great variety. Iron Bicycle Wheels, £3 10s 6d. Having taken over the above well-known and old-established hotel, T. Parsons trusts by civility and attention to receive a fair share of patronage. The travelling public will find every accommodation. Good stabling. New process in photography. Portraits finished in the highest style of the art. Family Butcher, Bridge-street, Masterton. [331,187,421,315]
advert-body: The Proprietor of the above old and well-known establishment begs to inform the inhabitants of Masterton and the surrounding districts, as well as the travelling public, that he has been most careful in the selection of the best brands of wines, spirits and beers. Good stabling and accommodation. Best brands of wines and spirits. Commercial room and every accommodation for commercial travellers. Coaches leave daily for Castlepoint, Pahiatua, Woodville and Napier. Just landed all requisites for the fishing season: rods, reels, flies, lines, casts and every other requirement. [240,330,325,450]
headline: ARTHUR WRIGHT, [800,794,873,802]
divider [703,586,787,587]
column-9 [791,29,881,1675]
advert-body: The Proprietor of the above old and well-known establishment begs to inform the inhabitants of Masterton and the surrounding districts, as well as the travelling public, that he has been most careful in the selection of the best brands of wines, spirits and beers. Good stabling and accommodation. Best brands of wines and spirits. Commercial room and every accommodation for commercial travellers. Coaches leave daily for Castlepoint, Pahiatua, Woodville and Napier. Just landed all requisites for the fishing season: rods, reels, flies, lines, casts and every other requirement. [240,44,325,165]
headline: GEORGE FLYGER [717,299,774,327]
headline: DRAPERY TRADE [32,548,115,559]
headline: Wool. Wool. Wool. [805,1249,868,1257]
headline: PROPERTIES FOR SALE [614,334,694,362]
headline: SPECIFIC No 3. A CERTAIN CURE FOR [244,1013,322,1047]
headline: Business Notices. [527,31,597,42]
headline: Gold Watches! Gold Watches [157,940,227,958]
headline: H. W. ROBINS. [444,361,496,389]
advert-body: Every Article in this First-class Stock is reduced down to the ABSOLUTE COST PRICE. Carpets at Cost, Linoleums at Cost, Mats at Cost, Rugs at Cost, Tablecloths at Cost, Damask at Cost, Curtains at Cost, Fancy Goods at Cost, Millinery at Cost, Mantles at Cost, Dresses at Cost, Gloves at Cost, Hosiery at Cost, Haberdashery at Cost, Men's Shirts at Cost, Men's Ties and Scarves at Cost, Men's Hosiery at Cost, Men's Waterproof Coats at Cost, Travelling Bags at Cost. Everything at COST throughout the ESTABLISHMENT. Is made of the finest wheat, very rich in albuminoids and phosphates, very nutritious and palatable. Unsurpassed for Dyspeptics and those suffering from Indigestion. Strongly recommended by the highest Medical Authorities for daily use in every family. It is put up in 4½lb and 10lb bags. [5,905,143,1005]
column-7 [609,29,700,1675]
headline: The Equitable [162,31,221,42]
advert-body: Builders and Contractors. All kinds of joinery prepared. Doors and sashes in stock. Well seasoned timber and all descriptions of building materials. Estimates given. Cabinet maker and upholsterer. All kinds of furniture made and repaired. Venetian blinds ordered punctually attended to. 13,000 acres freehold with 1,200 head of cattle, 6,000 sheep, improvements, good homestead, woolshed and yards. Corrugated iron and piping. Terms to suit purchasers. Purify the blood, correct all disorders of the liver, stomach, kidneys and bowels. An infallible remedy for bad legs, bad breasts, old wounds, sores and ulcers. For sale on easy terms. Customs, shipping and forwarding agent. Parcels and packages forwarded. [427,892,512,1041]
advert-body: New list of books, &c. Masterton. Booksellers, stationers and newsagents. All the newest publications. Importers of books, stationery and fancy goods. Gardeners and fruit-growers' spray machine for the destruction of blight on fruit trees. Tobacconist and hairdresser. Fancy goods and requisites. Coachbuilder, wheelwright and general blacksmith. Mail coaches leave Masterton for Castlepoint on Tuesdays and Fridays. Engineers, boilermakers, iron and brass founders. Wool purchased in large or small quantities. Printed and published by Joseph Payton for the proprietors. [794,56,878,183]
advert-body: Of the Cheap Toy Bazaar, Masterton, has just opened a case of Cricket Bats, Balls, Stumps, Leg Guards, Gloves and Bats, for all sizes. Also an Endless Variety of Toys, Fancy Goods, Purses, Dolls, Tea Sets, Work Boxes. Wicker, Doll's Perambulators in great variety. Iron Bicycle Wheels, £3 10s 6d. Having taken over the above well-known and old-established hotel, T. Parsons trusts by civility and attention to receive a fair share of patronage. The travelling public will find every accommodation. Good stabling. New process in photography. Portraits finished in the highest style of the art. Family Butcher, Bridge-street, Masterton. [331,1238,421,1366]
headline: 10s 6d. 7s 6d [342,318,411,331]
headline: The Thousands of Purchasers [13,31,134,42]
headline: PRINCE OF WALES HOTEL [247,454,319,472]
advert-body: Begs to inform the inhabitants of the Wairarapa district that he has started business in the above premises, and is now showing the largest stock of colonial tweeds, West of England tweeds, Scotch tweeds, Irish serges and vestings. All orders promptly executed, fit guaranteed. Ironmongers and iron merchants. Sheep shears, turnip seeds, sheep-marking oil, wool presses. New season's stock of lawn mowers. Pure water is the chief essential to health. Music seller. Beautifully finished photographs of the Irish Delegates now on sale. [703,1535,788,1648]
advert-body: Every Article in this First-class Stock is reduced down to the ABSOLUTE COST PRICE. Carpets at Cost, Linoleums at Cost, Mats at Cost, Rugs at Cost, Tablecloths at Cost, Damask at Cost, Curtains at Cost, Fancy Goods at Cost, Millinery at Cost, Mantles at Cost, Dresses at Cost, Gloves at Cost, Hosiery at Cost, Haberdashery at Cost, Men's Shirts at Cost, Men's Ties and Scarves at Cost, Men's Hosiery at Cost, Men's Waterproof Coats at Cost, Travelling Bags at Cost. Everything at COST throughout the ESTABLISHMENT. Is made of the finest wheat, very rich in albuminoids and phosphates, very nutritious and palatable. Unsurpassed for Dyspeptics and those suffering from Indigestion. Strongly recommended by the highest Medical Authorities for daily use in every family. It is put up in 4½lb and 10lb bags. [5,44,143,144]
divider [332,1212,421,1213]
advert-body: Builders and Contractors. All kinds of joinery prepared. Doors and sashes in stock. Well seasoned timber and all descriptions of building materials. Estimates given. Cabinet maker and upholsterer. All kinds of furniture made and repaired. Venetian blinds ordered punctually attended to. 13,000 acres freehold with 1,200 head of cattle, 6,000 sheep, improvements, good homestead, woolshed and yards. Corrugated iron and piping. Terms to suit purchasers. Purify the blood, correct all disorders of the liver, stomach, kidneys and bowels. An infallible remedy for bad legs, bad breasts, old wounds, sores and ulcers. For sale on easy terms. Customs, shipping and forwarding agent. Parcels and packages forwarded. [427,1056,512,1205]
advert-body: No stronger opinion for the disconnected of a Company can be desired than that embodied in the above figures. All profits being divided amongst the Policy Holders. The Equitable is the largest and most successful Life Office in the world, having a surplus over the past year of £24,800,000. Twenty millions sterling. Actual results and estimates. Is the best Life Office for those who wish to insure at the lowest rates, with the greatest benefits. Should they wish to insure they will find it to their advantage to call at the Agent's Office. Agents for Wellington. Splendid stock of watches, clocks, jewellery, sterling silver and electro plated goods. Every article guaranteed. Christmas novelties for school prizes, gifts and presentations for the Christmas and New Year. [149,601,234,757]
advert-body: Builders and Contractors. All kinds of joinery prepared. Doors and sashes in stock. Well seasoned timber and all descriptions of building materials. Estimates given. Cabinet maker and upholsterer. All kinds of furniture made and repaired. Venetian blinds ordered punctually attended to. 13,000 acres freehold with 1,200 head of cattle, 6,000 sheep, improvements, good homestead, woolshed and yards. Corrugated iron and piping. Terms to suit purchasers. Purify the blood, correct all disorders of the liver, stomach, kidneys and bowels. An infallible remedy for bad legs, bad breasts, old wounds, sores and ulcers. For sale on easy terms. Customs, shipping and forwarding agent. Parcels and packages forwarded. [427,392,512,541]
columns-container [0,25,883,2575]
divider [241,1724,325,1725]
advert-body: No stronger opinion for the disconnected of a Company can be desired than that embodied in the above figures. All profits being divided amongst the Policy Holders. The Equitable is the largest and most successful Life Office in the world, having a surplus over the past year of £24,800,000. Twenty millions sterling. Actual results and estimates. Is the best Life Office for those who wish to insure at the lowest rates, with the greatest benefits. Should they wish to insure they will find it to their advantage to call at the Agent's Office. Agents for Wellington. Splendid stock of watches, clocks, jewellery, sterling silver and electro plated goods. Every article guaranteed. Christmas novelties for school prizes, gifts and presentations for the Christmas and New Year. [149,225,234,381]
advert-body: The Proprietor of the above old and well-known establishment begs to inform the inhabitants of Masterton and the surrounding districts, as well as the travelling public, that he has been most careful in the selection of the best brands of wines, spirits and beers. Good stabling and accommodation. Best brands of wines and spirits. Commercial room and every accommodation for commercial travellers. Coaches leave daily for Castlepoint, Pahiatua, Woodville and Napier. Just landed all requisites for the fishing season: rods, reels, flies, lines, casts and every other requirement. [240,1049,325,1169]
advert-body: New list of books, &c. Masterton. Booksellers, stationers and newsagents. All the newest publications. Importers of books, stationery and fancy goods. Gardeners and fruit-growers' spray machine for the destruction of blight on fruit trees. Tobacconist and hairdresser. Fancy goods and requisites. Coachbuilder, wheelwright and general blacksmith. Mail coaches leave Masterton for Castlepoint on Tuesdays and Fridays. Engineers, boilermakers, iron and brass founders. Wool purchased in large or small quantities. Printed and published by Joseph Payton for the proprietors. [794,208,878,335]
headline: Business Notices. [248,31,318,42]
divider [5,1009,143,1010]
advert-body: Begs to inform the inhabitants of the Wairarapa district that he has started business in the above premises, and is now showing the largest stock of colonial tweeds, West of England tweeds, Scotch tweeds, Irish serges and vestings. All orders promptly executed, fit guaranteed. Ironmongers and iron merchants. Sheep shears, turnip seeds, sheep-marking oil, wool presses. New season's stock of lawn mowers. Pure water is the chief essential to health. Music seller. Beautifully finished photographs of the Irish Delegates now on sale. [703,1670,788,1783]
column-1 [2,29,147,1675]
advert-body: Agent for Permanent Investment and Loan Association of Wairarapa. Sheep, cattle, and dairy farms for sale. 500 acres, first class land, 300 acres felled and grassed, balance good bush. 600 acres near railway station, all fenced, good house and outbuildings. 8 acres, orchard, good house and garden. 1,000 acres bush land, 300 acres felled and in grass, balance good bush, easy terms. Terms easy, balance on mortgage. Suburban sections and town allotments. Loans negotiated on freehold security at current rates. Small farms and township sections in all parts of the district. [612,915,697,1035]
headline: UNIVERSAL SATISFACTION EX-PRESSED THROUGHOUT [12,147,136,165]
advert-body: Agent for Permanent Investment and Loan Association of Wairarapa. Sheep, cattle, and dairy farms for sale. 500 acres, first class land, 300 acres felled and grassed, balance good bush. 600 acres near railway station, all fenced, good house and outbuildings. 8 acres, orchard, good house and garden. 1,000 acres bush land, 300 acres felled and in grass, balance good bush, easy terms. Terms easy, balance on mortgage. Suburban sections and town allotments. Loans negotiated on freehold security at current rates. Small farms and township sections in all parts of the district. [612,500,697,621]
headline: HARCOURT & Co., [526,161,598,170]
headline: FINANCIAL, INSURANCE AND STATION AGENT, [621,179,687,207]
advert-body: Every Article in this First-class Stock is reduced down to the ABSOLUTE COST PRICE. Carpets at Cost, Linoleums at Cost, Mats at Cost, Rugs at Cost, Tablecloths at Cost, Damask at Cost, Curtains at Cost, Fancy Goods at Cost, Millinery at Cost, Mantles at Cost, Dresses at Cost, Gloves at Cost, Hosiery at Cost, Haberdashery at Cost, Men's Shirts at Cost, Men's Ties and Scarves at Cost, Men's Hosiery at Cost, Men's Waterproof Coats at Cost, Travelling Bags at Cost. Everything at COST throughout the ESTABLISHMENT. Is made of the finest wheat, very rich in albuminoids and phosphates, very nutritious and palatable. Unsurpassed for Dyspeptics and those suffering from Indigestion. Strongly recommended by the highest Medical Authorities for daily use in every family. It is put up in 4½lb and 10lb bags. [5,439,143,538]
headline: G. GODFREY KNIGHT, F.I.A. [151,385,232,427]
advert-body: No stronger opinion for the disconnected of a Company can be desired than that embodied in the above figures. All profits being divided amongst the Policy Holders. The Equitable is the largest and most successful Life Office in the world, having a surplus over the past year of £24,800,000. Twenty millions sterling. Actual results and estimates. Is the best Life Office for those who wish to insure at the lowest rates, with the greatest benefits. Should they wish to insure they will find it to their advantage to call at the Agent's Office. Agents for Wellington. Splendid stock of watches, clocks, jewellery, sterling silver and electro plated goods. Every article guaranteed. Christmas novelties for school prizes, gifts and presentations for the Christmas and New Year. [149,1694,234,1850]
advert-body: Auctioneers, sharebrokers and financial agents. Stock and Station Agency business in every description attended to. Auction sales conducted in town or country. Sole agents for the Wellington Meat Export Company. Temporary offices: Grey-street, Wellington. 100 acres with farmhouse, part in grass, plenty of water. 400 acres freehold, fenced and in grass, near township. 1,200 acres good land, fenced and in grass, homestead and outbuildings, sheep runs and dairy farms. Country stations and town sections. Money to lend on freehold security at current rates of interest. [518,637,606,751]
advert-body: Begs to inform the inhabitants of the Wairarapa district that he has started business in the above premises, and is now showing the largest stock of colonial tweeds, West of England tweeds, Scotch tweeds, Irish serges and vestings. All orders promptly executed, fit guaranteed. Ironmongers and iron merchants. Sheep shears, turnip seeds, sheep-marking oil, wool presses. New season's stock of lawn mowers. Pure water is the chief essential to health. Music seller. Beautifully finished photographs of the Irish Delegates now on sale. [703,468,788,581]
advert-body: The Proprietor of the above old and well-known establishment begs to inform the inhabitants of Masterton and the surrounding districts, as well as the travelling public, that he has been most careful in the selection of the best brands of wines, spirits and beers. Good stabling and accommodation. Best brands of wines and spirits. Commercial room and every accommodation for commercial travellers. Coaches leave daily for Castlepoint, Pahiatua, Woodville and Napier. Just landed all requisites for the fishing season: rods, reels, flies, lines, casts and every other requirement. [240,754,325,875]
divider [703,1120,787,1121]
advert-body: No stronger opinion for the disconnected of a Company can be desired than that embodied in the above figures. All profits being divided amongst the Policy Holders. The Equitable is the largest and most successful Life Office in the world, having a surplus over the past year of £24,800,000. Twenty millions sterling. Actual results and estimates. Is the best Life Office for those who wish to insure at the lowest rates, with the greatest benefits. Should they wish to insure they will find it to their advantage to call at the Agent's Office. Agents for Wellington. Splendid stock of watches, clocks, jewellery, sterling silver and electro plated goods. Every article guaranteed. Christmas novelties for school prizes, gifts and presentations for the Christmas and New Year. [149,780,234,936]
headline: EKETAHUNA. [805,1534,868,1545]
headline: French and American Clocks. [155,1120,229,1139]
advert-body: Builders and Contractors. All kinds of joinery prepared. Doors and sashes in stock. Well seasoned timber and all descriptions of building materials. Estimates given. Cabinet maker and upholsterer. All kinds of furniture made and repaired. Venetian blinds ordered punctually attended to. 13,000 acres freehold with 1,200 head of cattle, 6,000 sheep, improvements, good homestead, woolshed and yards. Corrugated iron and piping. Terms to suit purchasers. Purify the blood, correct all disorders of the liver, stomach, kidneys and bowels. An infallible remedy for bad legs, bad breasts, old wounds, sores and ulcers. For sale on easy terms. Customs, shipping and forwarding agent. Parcels and packages forwarded. [427,1927,512,2076]
divider [612,1188,696,1189]
headline: THOMAS BALLINGER, [445,1554,495,1572]
headline: SPRAY MACHINE [805,339,868,366]
headline: PROPERTIES FOR SALE [527,480,597,498]
headline: HARCOURT AND CO., WELLINGTON [520,754,603,772]
headline: Less Of Manhood. [245,1450,321,1461]
headline: Silver Watches! Silver Watches [159,1301,224,1323]
advert-body: New list of books, &c. Masterton. Booksellers, stationers and newsagents. All the newest publications. Importers of books, stationery and fancy goods. Gardeners and fruit-growers' spray machine for the destruction of blight on fruit trees. Tobacconist and hairdresser. Fancy goods and requisites. Coachbuilder, wheelwright and general blacksmith. Mail coaches leave Masterton for Castlepoint on Tuesdays and Fridays. Engineers, boilermakers, iron and brass founders. Wool purchased in large or small quantities. Printed and published by Joseph Payton for the proprietors. [794,663,878,790]
advert-body: No stronger opinion for the disconnected of a Company can be desired than that embodied in the above figures. All profits being divided amongst the Policy Holders. The Equitable is the largest and most successful Life Office in the world, having a surplus over the past year of £24,800,000. Twenty millions sterling. Actual results and estimates. Is the best Life Office for those who wish to insure at the lowest rates, with the greatest benefits. Should they wish to insure they will find it to their advantage to call at the Agent's Office. Agents for Wellington. Splendid stock of watches, clocks, jewellery, sterling silver and electro plated goods. Every article guaranteed. Christmas novelties for school prizes, gifts and presentations for the Christmas and New Year. [149,430,234,586]
column-3 [238,29,329,2410]
advert-body: The Proprietor of the above old and well-known establishment begs to inform the inhabitants of Masterton and the surrounding districts, as well as the travelling public, that he has been most careful in the selection of the best brands of wines, spirits and beers. Good stabling and accommodation. Best brands of wines and spirits. Commercial room and every accommodation for commercial travellers. Coaches leave daily for Castlepoint, Pahiatua, Woodville and Napier. Just landed all requisites for the fishing season: rods, reels, flies, lines, casts and every other requirement. [240,890,325,1010]
advert-body: Builders and Contractors. All kinds of joinery prepared. Doors and sashes in stock. Well seasoned timber and all descriptions of building materials. Estimates given. Cabinet maker and upholsterer. All kinds of furniture made and repaired. Venetian blinds ordered punctually attended to. 13,000 acres freehold with 1,200 head of cattle, 6,000 sheep, improvements, good homestead, woolshed and yards. Corrugated iron and piping. Terms to suit purchasers. Purify the blood, correct all disorders of the liver, stomach, kidneys and bowels. An infallible remedy for bad legs, bad breasts, old wounds, sores and ulcers. For sale on easy terms. Customs, shipping and forwarding agent. Parcels and packages forwarded. [427,2426,512,2575]
divider [241,1174,325,1175]
headline: £3 10s £2 5s [356,759,396,767]
advert-body: Begs to inform the inhabitants of the Wairarapa district that he has started business in the above premises, and is now showing the largest stock of colonial tweeds, West of England tweeds, Scotch tweeds, Irish serges and vestings. All orders promptly executed, fit guaranteed. Ironmongers and iron merchants. Sheep shears, turnip seeds, sheep-marking oil, wool presses. New season's stock of lawn mowers. Pure water is the chief essential to health. Music seller. Beautifully finished photographs of the Irish Delegates now on sale. [703,733,788,846]
headline: FOR SALE [634,903,674,912]
column-5 [425,29,516,2575]
advert-body: Builders and Contractors. All kinds of joinery prepared. Doors and sashes in stock. Well seasoned timber and all descriptions of building materials. Estimates given. Cabinet maker and upholsterer. All kinds of furniture made and repaired. Venetian blinds ordered punctually attended to. 13,000 acres freehold with 1,200 head of cattle, 6,000 sheep, improvements, good homestead, woolshed and yards. Corrugated iron and piping. Terms to suit purchasers. Purify the blood, correct all disorders of the liver, stomach, kidneys and bowels. An infallible remedy for bad legs, bad breasts, old wounds, sores and ulcers. For sale on easy terms. Customs, shipping and forwarding agent. Parcels and packages forwarded. [427,209,512,358]
advert-body: The Proprietor of the above old and well-known establishment begs to inform the inhabitants of Masterton and the surrounding districts, as well as the travelling public, that he has been most careful in the selection of the best brands of wines, spirits and beers. Good stabling and accommodation. Best brands of wines and spirits. Commercial room and every accommodation for commercial travellers. Coaches leave daily for Castlepoint, Pahiatua, Woodville and Napier. Just landed all requisites for the fishing season: rods, reels, flies, lines, casts and every other requirement. [240,2290,325,2410]
headline: Business Notices. [710,31,780,42]
headline: ROYAL HOTEL, [253,742,313,751]
headline: Electro Silver Plated Goods [156,1491,227,1510]
headline: GERMINA! [15,1282,132,1305]
headline: VENETIAN BLINDS [433,544,506,553]
advert-body: The Proprietor of the above old and well-known establishment begs to inform the inhabitants of Masterton and the surrounding districts, as well as the travelling public, that he has been most careful in the selection of the best brands of wines, spirits and beers. Good stabling and accommodation. Best brands of wines and spirits. Commercial room and every accommodation for commercial travellers. Coaches leave daily for Castlepoint, Pahiatua, Woodville and Napier. Just landed all requisites for the fishing season: rods, reels, flies, lines, casts and every other requirement. [240,1464,325,1584]
headline: Cricket and Lawn Tennis Clubs [708,978,782,1000]
advert-body: The Proprietor of the above old and well-known establishment begs to inform the inhabitants of Masterton and the surrounding districts, as well as the travelling public, that he has been most careful in the selection of the best brands of wines, spirits and beers. Good stabling and accommodation. Best brands of wines and spirits. Commercial room and every accommodation for commercial travellers. Coaches leave daily for Castlepoint, Pahiatua, Woodville and Napier. Just landed all requisites for the fishing season: rods, reels, flies, lines, casts and every other requirement. [240,618,325,739]
divider [5,543,143,544]
headline: Nervous Debility [254,1179,312,1188]
advert-body: Every Article in this First-class Stock is reduced down to the ABSOLUTE COST PRICE. Carpets at Cost, Linoleums at Cost, Mats at Cost, Rugs at Cost, Tablecloths at Cost, Damask at Cost, Curtains at Cost, Fancy Goods at Cost, Millinery at Cost, Mantles at Cost, Dresses at Cost, Gloves at Cost, Hosiery at Cost, Haberdashery at Cost, Men's Shirts at Cost, Men's Ties and Scarves at Cost, Men's Hosiery at Cost, Men's Waterproof Coats at Cost, Travelling Bags at Cost. Everything at COST throughout the ESTABLISHMENT. Is made of the finest wheat, very rich in albuminoids and phosphates, very nutritious and palatable. Unsurpassed for Dyspeptics and those suffering from Indigestion. Strongly recommended by the highest Medical Authorities for daily use in every family. It is put up in 4½lb and 10lb bags. [5,561,143,660]
headline: PERAMBULATORS. [331,614,421,626]
headline: Wilson and Richardson's [5,394,143,438]
headline: 88, 90, LAMBTON-QUAY, WELLINGTON. [28,1160,120,1178]
advert-body: Agent for Permanent Investment and Loan Association of Wairarapa. Sheep, cattle, and dairy farms for sale. 500 acres, first class land, 300 acres felled and grassed, balance good bush. 600 acres near railway station, all fenced, good house and outbuildings. 8 acres, orchard, good house and garden. 1,000 acres bush land, 300 acres felled and in grass, balance good bush, easy terms. Terms easy, balance on mortgage. Suburban sections and town allotments. Loans negotiated on freehold security at current rates. Small farms and township sections in all parts of the district. [612,56,697,176]
headline: TROUT FISHING. [250,2000,316,2009]
